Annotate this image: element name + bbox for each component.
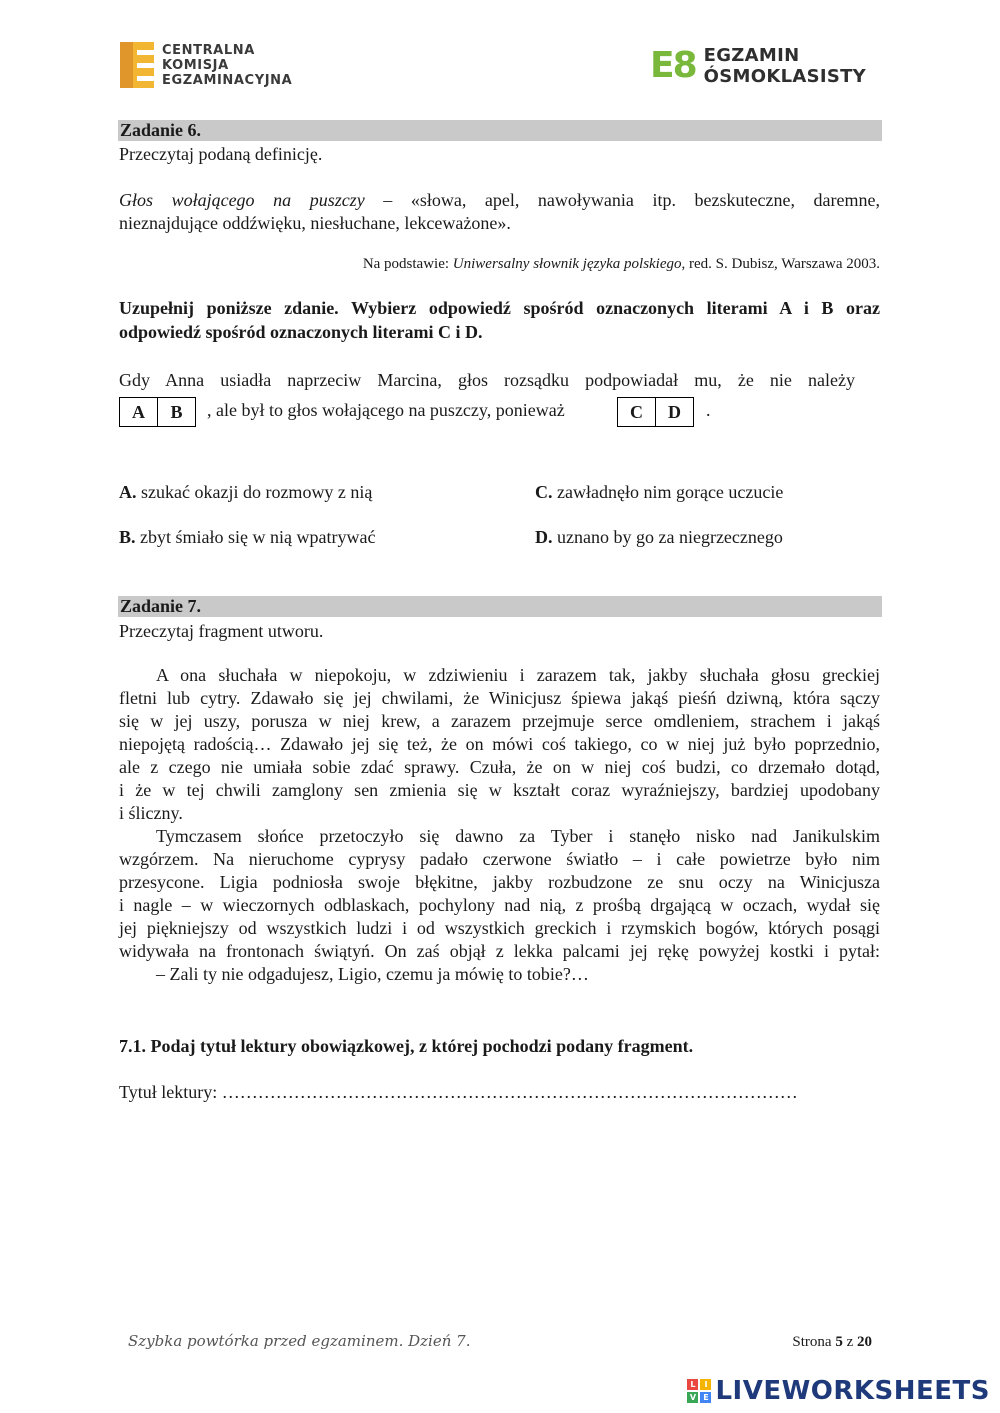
option-c-text: zawładnęło nim gorące uczucie bbox=[552, 482, 784, 502]
source-suffix: , red. S. Dubisz, Warszawa 2003. bbox=[681, 256, 880, 272]
task6-intro: Przeczytaj podaną definicję. bbox=[119, 144, 323, 164]
liveworksheets-badge bbox=[687, 1379, 711, 1403]
task6-definition-line1 bbox=[119, 189, 880, 212]
option-a-letter: A. bbox=[119, 482, 137, 502]
e8-logo bbox=[650, 45, 866, 87]
cke-line-3: EGZAMINACYJNA bbox=[162, 72, 293, 88]
excerpt-line: i śliczny. bbox=[119, 803, 183, 823]
cke-logo-mark bbox=[120, 42, 154, 88]
excerpt-line: się w jej uszy, porusza w niej krew, a zarazem przejmuje serce omdleniem, strachem i jakąś bbox=[119, 711, 880, 731]
option-b bbox=[119, 526, 375, 549]
box-option-a[interactable]: A bbox=[132, 402, 145, 422]
option-b-letter: B. bbox=[119, 527, 136, 547]
cke-logo bbox=[120, 42, 292, 88]
task7-title: Zadanie 7. bbox=[118, 596, 882, 617]
liveworksheets-logo bbox=[687, 1376, 990, 1406]
page-prefix: Strona bbox=[792, 1334, 836, 1350]
option-a-text: szukać okazji do rozmowy z nią bbox=[136, 482, 373, 502]
definition-term: Głos wołającego na puszczy bbox=[119, 190, 365, 210]
footer-note: Szybka powtórka przed egzaminem. Dzień 7. bbox=[128, 1332, 471, 1350]
answer-line[interactable] bbox=[119, 1081, 880, 1104]
task7-excerpt bbox=[119, 664, 880, 986]
task6-sentence-middle: , ale był to głos wołającego na puszczy, ponieważ bbox=[207, 400, 565, 420]
option-b-text: zbyt śmiało się w nią wpatrywać bbox=[135, 527, 376, 547]
task6-source bbox=[363, 254, 880, 274]
excerpt-line: fletni lub cytry. Zdawało się jej chwilami, że Winicjusz śpiewa jakąś pieśń dziwną, która sączy bbox=[119, 688, 880, 708]
e8-line-2: ÓSMOKLASISTY bbox=[703, 66, 867, 87]
excerpt-line: ale z czego nie umiała sobie zdać sprawy. Czuła, że on w niej coś budzi, co drzemało dotąd, bbox=[119, 757, 880, 777]
badge-i: I bbox=[700, 1379, 711, 1390]
box-option-c[interactable]: C bbox=[630, 402, 643, 422]
excerpt-line: przesycone. Ligia podniosła swoje błękitne, jakby rozbudzone ze snu oczy na Winicjusza bbox=[119, 872, 880, 892]
task6-title: Zadanie 6. bbox=[118, 120, 882, 141]
page-number bbox=[792, 1334, 872, 1351]
e8-logo-mark: E8 bbox=[650, 45, 696, 86]
task6-definition-line2: nieznajdujące oddźwięku, niesłuchane, lekceważone». bbox=[119, 213, 511, 233]
option-c bbox=[535, 481, 783, 504]
source-prefix: Na podstawie: bbox=[362, 256, 453, 272]
source-title: Uniwersalny słownik języka polskiego bbox=[452, 256, 682, 272]
option-d bbox=[535, 526, 783, 549]
excerpt-line: Tymczasem słońce przetoczyło się dawno za Tyber i stanęło nisko nad Janikulskim bbox=[156, 826, 880, 846]
task7-intro: Przeczytaj fragment utworu. bbox=[119, 621, 324, 641]
definition-line1-rest: – «słowa, apel, nawoływania itp. bezskuteczne, daremne, bbox=[364, 190, 880, 210]
badge-e: E bbox=[700, 1392, 711, 1403]
page-total: 20 bbox=[857, 1334, 872, 1350]
box-option-d[interactable]: D bbox=[655, 398, 693, 426]
task6-sentence-line1: Gdy Anna usiadła naprzeciw Marcina, głos rozsądku podpowiadał mu, że nie należy bbox=[119, 370, 855, 390]
excerpt-line: i nagle – w wieczornych odblaskach, pochylony nad nią, z prośbą drgającą w oczach, wydał się bbox=[119, 895, 880, 915]
answer-box-cd[interactable] bbox=[617, 397, 694, 427]
page-current: 5 bbox=[835, 1334, 843, 1350]
badge-l: L bbox=[687, 1379, 698, 1390]
excerpt-line: niepojętą radością… Zdawało jej się też, że on mówi coś takiego, co w niej już było poprzednio, bbox=[119, 734, 880, 754]
cke-line-2: KOMISJA bbox=[162, 57, 229, 73]
option-a bbox=[119, 481, 372, 504]
badge-v: V bbox=[687, 1392, 698, 1403]
option-c-letter: C. bbox=[535, 482, 553, 502]
excerpt-line: jej piękniejszy od wszystkich ludzi i od wszystkich greckich i rzymskich bogów, których posągi bbox=[119, 918, 880, 938]
excerpt-line: – Zali ty nie odgadujesz, Ligio, czemu ja mówię to tobie?… bbox=[156, 964, 589, 984]
answer-label: Tytuł lektury: bbox=[119, 1082, 222, 1102]
option-d-text: uznano by go za niegrzecznego bbox=[552, 527, 783, 547]
task6-instruction-line2: odpowiedź spośród oznaczonych literami C i D. bbox=[119, 322, 483, 342]
option-d-letter: D. bbox=[535, 527, 553, 547]
cke-logo-text bbox=[162, 43, 292, 88]
page-mid: z bbox=[842, 1334, 857, 1350]
liveworksheets-text: LIVEWORKSHEETS bbox=[715, 1376, 990, 1406]
cke-line-1: CENTRALNA bbox=[162, 42, 255, 58]
task6-instruction-line1: Uzupełnij poniższe zdanie. Wybierz odpowiedź spośród oznaczonych literami A i B oraz bbox=[119, 298, 880, 318]
answer-box-ab[interactable] bbox=[119, 397, 196, 427]
e8-logo-text bbox=[704, 45, 866, 87]
excerpt-line: widywała na frontonach świątyń. On zaś objął z lekka palcami jej rękę powyżej kostki i pytał: bbox=[119, 941, 880, 961]
excerpt-line: i że w tej chwili zamglony sen zmienia się w kształt coraz wyraźniejszy, bardziej upodobany bbox=[119, 780, 880, 800]
excerpt-line: A ona słuchała w niepokoju, w zdziwieniu i zarazem tak, jakby słuchała głosu greckiej bbox=[156, 665, 880, 685]
excerpt-line: wzgórzem. Na nieruchome cyprysy padało czerwone światło – i całe powietrze było nim bbox=[119, 849, 880, 869]
task6-sentence-end: . bbox=[706, 400, 711, 420]
box-option-b[interactable]: B bbox=[157, 398, 195, 426]
e8-line-1: EGZAMIN bbox=[703, 45, 800, 66]
question-7-1: 7.1. Podaj tytuł lektury obowiązkowej, z której pochodzi podany fragment. bbox=[119, 1036, 694, 1056]
answer-dots[interactable]: …………………………………………………………………………………… bbox=[221, 1082, 798, 1102]
